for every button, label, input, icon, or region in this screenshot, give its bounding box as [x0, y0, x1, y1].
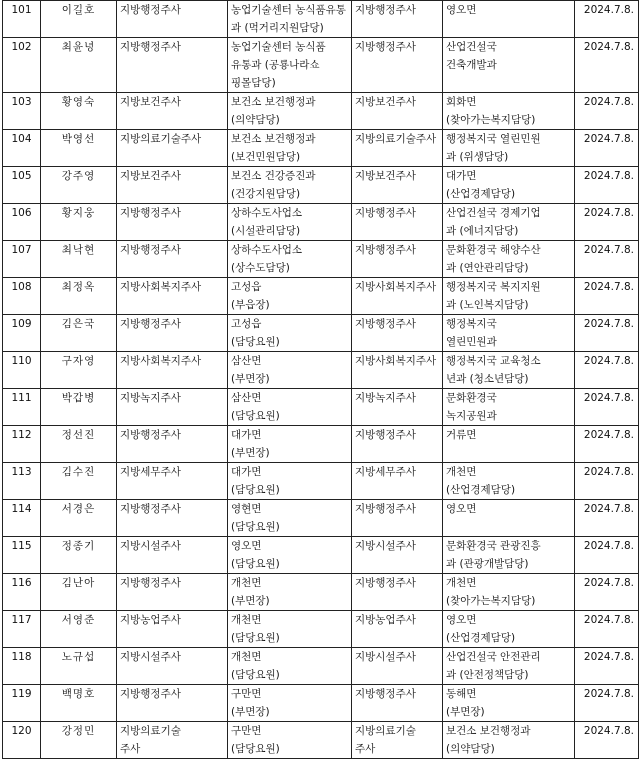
dept-before-line: (의약담당): [231, 114, 280, 126]
dept-before: [228, 241, 352, 278]
dept-before: [228, 722, 352, 759]
dept-before: [228, 685, 352, 722]
grade-before: 지방시설주사: [117, 648, 228, 685]
effective-date: 2024.7.8.: [575, 500, 639, 537]
effective-date: 2024.7.8.: [575, 389, 639, 426]
dept-before: [228, 93, 352, 130]
grade-before: 지방행정주사: [117, 574, 228, 611]
grade-before: 지방행정주사: [117, 241, 228, 278]
table-row: [3, 463, 639, 500]
grade-after: 지방보건주사: [352, 167, 443, 204]
person-name: 백명호: [41, 685, 117, 722]
dept-after: [443, 130, 575, 167]
dept-after-line: 영오면: [446, 4, 477, 16]
person-name: 김은국: [41, 315, 117, 352]
person-name: 서경은: [41, 500, 117, 537]
effective-date: 2024.7.8.: [575, 648, 639, 685]
dept-after-line: 과 (연안관리담당): [446, 262, 529, 274]
dept-before: [228, 204, 352, 241]
grade-after: 지방행정주사: [352, 1, 443, 38]
dept-after: [443, 537, 575, 574]
dept-after-line: 동해면: [446, 688, 477, 700]
effective-date: 2024.7.8.: [575, 426, 639, 463]
grade-before: 지방보건주사: [117, 93, 228, 130]
dept-after: [443, 648, 575, 685]
row-number: 111: [3, 389, 41, 426]
dept-after-line: 행정복지국 교육청소: [446, 355, 541, 367]
person-name: 최윤녕: [41, 38, 117, 93]
row-number: 113: [3, 463, 41, 500]
dept-before: [228, 1, 352, 38]
dept-after-line: (산업경제담당): [446, 484, 516, 496]
table-row: [3, 1, 639, 38]
row-number: 106: [3, 204, 41, 241]
row-number: 120: [3, 722, 41, 759]
dept-after-line: 거류면: [446, 429, 477, 441]
grade-after: 지방사회복지주사: [352, 352, 443, 389]
grade-after: 지방농업주사: [352, 611, 443, 648]
dept-after-line: (의약담당): [446, 743, 495, 755]
effective-date: 2024.7.8.: [575, 204, 639, 241]
effective-date: 2024.7.8.: [575, 685, 639, 722]
row-number: 110: [3, 352, 41, 389]
row-number: 104: [3, 130, 41, 167]
dept-after-line: 대가면: [446, 170, 477, 182]
table-row: [3, 574, 639, 611]
dept-before-line: (부읍장): [231, 299, 270, 311]
grade-before: 지방행정주사: [117, 500, 228, 537]
row-number: 109: [3, 315, 41, 352]
dept-after-line: [446, 19, 571, 37]
row-number: 108: [3, 278, 41, 315]
dept-before-line: 개천면: [231, 614, 262, 626]
grade-after: 지방사회복지주사: [352, 278, 443, 315]
dept-before-line: (담당요원): [231, 484, 280, 496]
dept-before: [228, 574, 352, 611]
table-row: [3, 722, 639, 759]
dept-before: [228, 278, 352, 315]
person-name: 박갑병: [41, 389, 117, 426]
grade-before: 지방행정주사: [117, 1, 228, 38]
dept-before: [228, 648, 352, 685]
dept-after-line: 영오면: [446, 614, 477, 626]
dept-after-line: 문화환경국: [446, 392, 497, 404]
dept-after-line: 개천면: [446, 466, 477, 478]
effective-date: 2024.7.8.: [575, 93, 639, 130]
row-number: 117: [3, 611, 41, 648]
person-name: 이길호: [41, 1, 117, 38]
row-number: 116: [3, 574, 41, 611]
dept-after: [443, 574, 575, 611]
grade-after: 지방행정주사: [352, 685, 443, 722]
person-name: 정종기: [41, 537, 117, 574]
dept-after-line: 년과 (청소년담당): [446, 373, 529, 385]
dept-after-line: (찾아가는복지담당): [446, 114, 536, 126]
row-number: 112: [3, 426, 41, 463]
person-name: 황영숙: [41, 93, 117, 130]
row-number: 119: [3, 685, 41, 722]
person-name: 황지웅: [41, 204, 117, 241]
dept-after: [443, 426, 575, 463]
dept-after: [443, 611, 575, 648]
grade-before: 지방행정주사: [117, 204, 228, 241]
person-name: 강주영: [41, 167, 117, 204]
dept-before-line: 보건소 보건행정과: [231, 133, 316, 145]
grade-before: 지방보건주사: [117, 167, 228, 204]
row-number: 107: [3, 241, 41, 278]
grade-before: 지방행정주사: [117, 38, 228, 93]
dept-after-line: 영오면: [446, 503, 477, 515]
table-row: [3, 241, 639, 278]
effective-date: 2024.7.8.: [575, 537, 639, 574]
dept-before-line: 보건소 보건행정과: [231, 96, 316, 108]
dept-after: [443, 204, 575, 241]
effective-date: 2024.7.8.: [575, 278, 639, 315]
dept-after-line: (찾아가는복지담당): [446, 595, 536, 607]
grade-after: 지방행정주사: [352, 38, 443, 93]
dept-before-line: 고성읍: [231, 281, 262, 293]
dept-before-line: (건강지원담당): [231, 188, 301, 200]
dept-after-line: 산업건설국: [446, 41, 497, 53]
personnel-table: [2, 0, 639, 759]
effective-date: 2024.7.8.: [575, 241, 639, 278]
dept-after-line: 개천면: [446, 577, 477, 589]
dept-after-line: 문화환경국 관광진흥: [446, 540, 541, 552]
dept-before-line: (상수도담당): [231, 262, 290, 274]
dept-before-line: (보건민원담당): [231, 151, 301, 163]
dept-before: [228, 500, 352, 537]
grade-after: 지방행정주사: [352, 315, 443, 352]
dept-before-line: 구만면: [231, 725, 262, 737]
effective-date: 2024.7.8.: [575, 1, 639, 38]
dept-after-line: 과 (안전정책담당): [446, 669, 529, 681]
table-row: [3, 352, 639, 389]
person-name: 정선진: [41, 426, 117, 463]
dept-before-line: (담당요원): [231, 410, 280, 422]
grade-before: 지방행정주사: [117, 685, 228, 722]
grade-after: 지방행정주사: [352, 204, 443, 241]
dept-before: [228, 537, 352, 574]
dept-after-line: 건축개발과: [446, 59, 497, 71]
effective-date: 2024.7.8.: [575, 130, 639, 167]
personnel-table-body: [3, 1, 639, 759]
dept-after-line: (부면장): [446, 706, 485, 718]
table-row: [3, 537, 639, 574]
dept-before-line: (부면장): [231, 447, 270, 459]
dept-after-line: 과 (관광개발담당): [446, 558, 529, 570]
dept-before: [228, 463, 352, 500]
grade-before: 지방행정주사: [117, 426, 228, 463]
dept-after-line: 행정복지국: [446, 318, 497, 330]
table-row: [3, 685, 639, 722]
row-number: 101: [3, 1, 41, 38]
table-row: [3, 648, 639, 685]
dept-before: [228, 352, 352, 389]
person-name: 최정옥: [41, 278, 117, 315]
table-row: [3, 167, 639, 204]
dept-after-line: 행정복지국 복지지원: [446, 281, 541, 293]
dept-before: [228, 130, 352, 167]
table-row: [3, 130, 639, 167]
table-row: [3, 611, 639, 648]
person-name: 서영준: [41, 611, 117, 648]
table-row: [3, 38, 639, 93]
row-number: 105: [3, 167, 41, 204]
dept-before-line: (담당요원): [231, 632, 280, 644]
dept-before: [228, 167, 352, 204]
dept-before-line: (담당요원): [231, 669, 280, 681]
person-name: 박영선: [41, 130, 117, 167]
dept-after-line: 행정복지국 열린민원: [446, 133, 541, 145]
dept-after: [443, 722, 575, 759]
grade-before: 지방농업주사: [117, 611, 228, 648]
grade-after: 지방행정주사: [352, 574, 443, 611]
person-name: 노규섭: [41, 648, 117, 685]
dept-after-line: 보건소 보건행정과: [446, 725, 531, 737]
dept-before-line: 개천면: [231, 651, 262, 663]
dept-before: [228, 38, 352, 93]
effective-date: 2024.7.8.: [575, 611, 639, 648]
grade-after: 지방행정주사: [352, 500, 443, 537]
dept-before-line: 영현면: [231, 503, 262, 515]
person-name: 김난아: [41, 574, 117, 611]
row-number: 114: [3, 500, 41, 537]
table-row: [3, 315, 639, 352]
row-number: 115: [3, 537, 41, 574]
dept-before-line: (담당요원): [231, 558, 280, 570]
dept-before-line: 삼산면: [231, 392, 262, 404]
dept-before-line: 상하수도사업소: [231, 207, 303, 219]
effective-date: 2024.7.8.: [575, 352, 639, 389]
dept-after-line: (산업경제담당): [446, 188, 516, 200]
dept-before: [228, 389, 352, 426]
grade-before: 지방사회복지주사: [117, 352, 228, 389]
dept-before-line: 과 (먹거리지원담당): [231, 22, 324, 34]
dept-after: [443, 38, 575, 93]
effective-date: 2024.7.8.: [575, 38, 639, 93]
dept-after: [443, 1, 575, 38]
person-name: 김수진: [41, 463, 117, 500]
grade-after: 지방세무주사: [352, 463, 443, 500]
dept-before: [228, 315, 352, 352]
dept-after-line: 녹지공원과: [446, 410, 497, 422]
dept-before-line: (담당요원): [231, 336, 280, 348]
dept-after: [443, 500, 575, 537]
dept-before-line: (부면장): [231, 595, 270, 607]
grade-after: 지방의료기술주사: [352, 130, 443, 167]
dept-after: [443, 278, 575, 315]
dept-after-line: 회화면: [446, 96, 477, 108]
dept-after: [443, 167, 575, 204]
dept-after-line: 문화환경국 해양수산: [446, 244, 541, 256]
table-row: [3, 426, 639, 463]
dept-before-line: (부면장): [231, 706, 270, 718]
grade-after: 지방행정주사: [352, 426, 443, 463]
dept-before-line: 핑몰담당): [231, 77, 276, 89]
effective-date: 2024.7.8.: [575, 574, 639, 611]
grade-after: 지방시설주사: [352, 537, 443, 574]
dept-before-line: 개천면: [231, 577, 262, 589]
dept-after-line: (산업경제담당): [446, 632, 516, 644]
table-row: [3, 93, 639, 130]
effective-date: 2024.7.8.: [575, 463, 639, 500]
grade-before: 지방녹지주사: [117, 389, 228, 426]
dept-after: [443, 685, 575, 722]
grade-before: 지방의료기술 주사: [117, 722, 228, 759]
dept-after: [443, 352, 575, 389]
person-name: 강정민: [41, 722, 117, 759]
dept-before-line: 대가면: [231, 429, 262, 441]
dept-after-line: 과 (에너지담당): [446, 225, 519, 237]
row-number: 103: [3, 93, 41, 130]
dept-before-line: 상하수도사업소: [231, 244, 303, 256]
effective-date: 2024.7.8.: [575, 722, 639, 759]
grade-after: 지방행정주사: [352, 241, 443, 278]
dept-after-line: 산업건설국 경제기업: [446, 207, 541, 219]
dept-before: [228, 426, 352, 463]
dept-after-line: 과 (위생담당): [446, 151, 509, 163]
dept-after-line: [446, 444, 571, 462]
effective-date: 2024.7.8.: [575, 167, 639, 204]
dept-before-line: 대가면: [231, 466, 262, 478]
dept-after-line: [446, 518, 571, 536]
person-name: 구자영: [41, 352, 117, 389]
dept-after-line: 열린민원과: [446, 336, 497, 348]
row-number: 102: [3, 38, 41, 93]
grade-before: 지방행정주사: [117, 315, 228, 352]
dept-before-line: (담당요원): [231, 521, 280, 533]
dept-before: [228, 611, 352, 648]
grade-after: 지방의료기술 주사: [352, 722, 443, 759]
effective-date: 2024.7.8.: [575, 315, 639, 352]
dept-before-line: (부면장): [231, 373, 270, 385]
dept-before-line: (담당요원): [231, 743, 280, 755]
dept-before-line: 구만면: [231, 688, 262, 700]
grade-before: 지방세무주사: [117, 463, 228, 500]
dept-before-line: 농업기술센터 농식품유통: [231, 4, 346, 16]
grade-after: 지방보건주사: [352, 93, 443, 130]
dept-before-line: 영오면: [231, 540, 262, 552]
dept-after: [443, 389, 575, 426]
grade-after: 지방시설주사: [352, 648, 443, 685]
dept-before-line: (시설관리담당): [231, 225, 301, 237]
grade-before: 지방사회복지주사: [117, 278, 228, 315]
row-number: 118: [3, 648, 41, 685]
grade-before: 지방의료기술주사: [117, 130, 228, 167]
dept-before-line: 농업기술센터 농식품: [231, 41, 326, 53]
dept-after: [443, 315, 575, 352]
table-row: [3, 389, 639, 426]
dept-after: [443, 241, 575, 278]
table-row: [3, 278, 639, 315]
grade-before: 지방시설주사: [117, 537, 228, 574]
table-row: [3, 204, 639, 241]
dept-before-line: 보건소 건강증진과: [231, 170, 316, 182]
dept-after-line: 과 (노인복지담당): [446, 299, 529, 311]
dept-before-line: 유통과 (공룡나라쇼: [231, 59, 320, 71]
dept-after: [443, 93, 575, 130]
grade-after: 지방녹지주사: [352, 389, 443, 426]
table-row: [3, 500, 639, 537]
dept-after: [443, 463, 575, 500]
person-name: 최낙현: [41, 241, 117, 278]
dept-before-line: 고성읍: [231, 318, 262, 330]
dept-after-line: 산업건설국 안전관리: [446, 651, 541, 663]
dept-before-line: 삼산면: [231, 355, 262, 367]
